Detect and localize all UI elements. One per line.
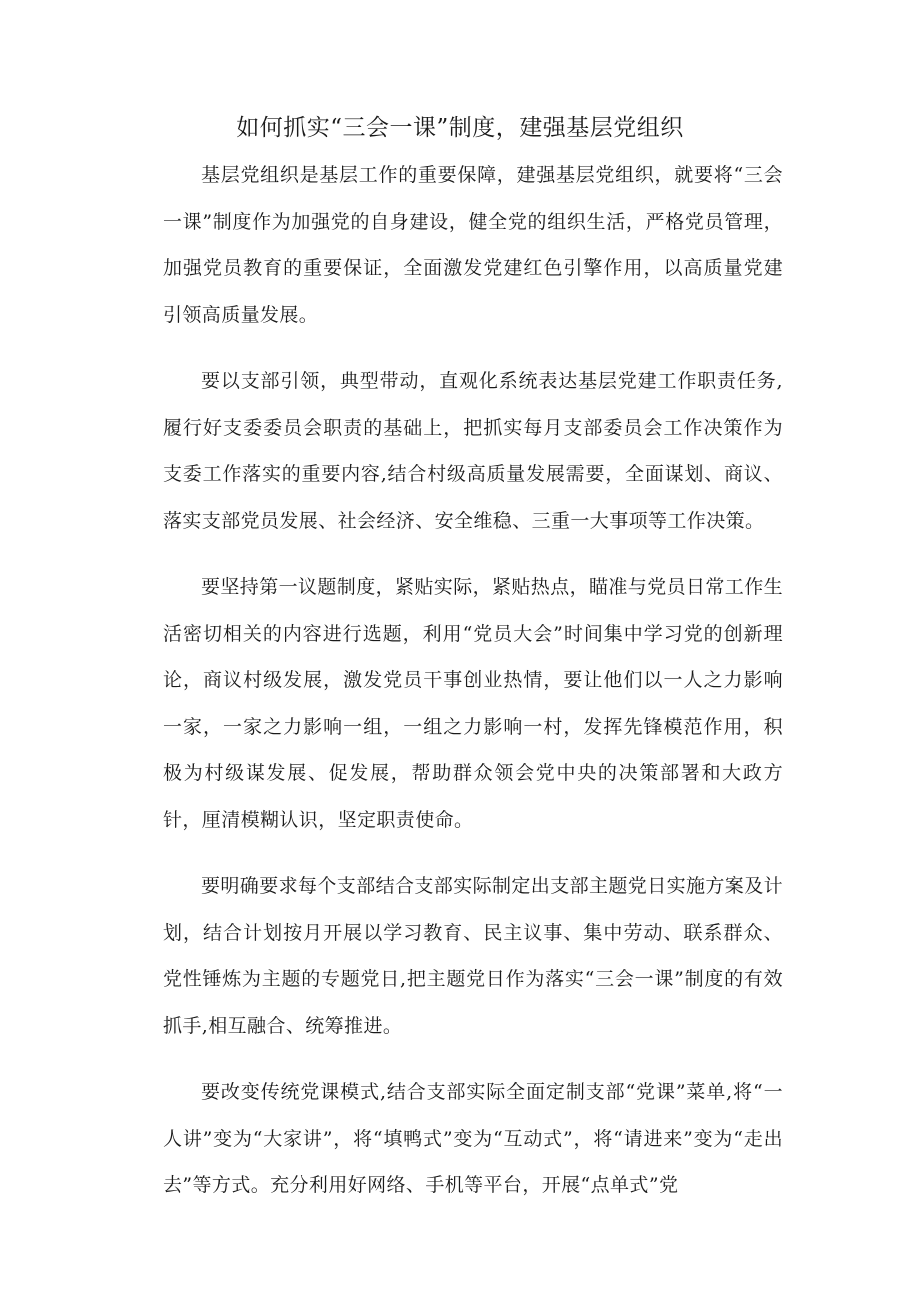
paragraph-1: 基层党组织是基层工作的重要保障，建强基层党组织，就要将“三会一课”制度作为加强党的自身建设，健全党的组织生活，严格党员管理，加强党员教育的重要保证，全面激发党建红色引擎作用，以高质量党建引领高质量发展。 xyxy=(163,164,783,326)
document-title: 如何抓实“三会一课”制度，建强基层党组织 xyxy=(236,115,684,141)
document-body xyxy=(163,152,783,1229)
paragraph-4: 要明确要求每个支部结合支部实际制定出支部主题党日实施方案及计划，结合计划按月开展以学习教育、民主议事、集中劳动、联系群众、党性锤炼为主题的专题党日,把主题党日作为落实“三会一课”制度的有效抓手,相互融合、统筹推进。 xyxy=(163,875,784,1037)
paragraph-5: 要改变传统党课模式,结合支部实际全面定制支部“党课”菜单,将“一人讲”变为“大家讲”，将“填鸭式”变为“互动式”，将“请进来”变为“走出去”等方式。充分利用好网络、手机等平台，开展“点单式”党 xyxy=(163,1081,783,1196)
paragraph-2: 要以支部引领，典型带动，直观化系统表达基层党建工作职责任务,履行好支委委员会职责的基础上，把抓实每月支部委员会工作决策作为支委工作落实的重要内容,结合村级高质量发展需要，全面谋划、商议、落实支部党员发展、社会经济、安全维稳、三重一大事项等工作决策。 xyxy=(163,370,783,532)
paragraph-3: 要坚持第一议题制度，紧贴实际，紧贴热点，瞄准与党员日常工作生活密切相关的内容进行选题，利用“党员大会”时间集中学习党的创新理论，商议村级发展，激发党员干事创业热情，要让他们以一人之力影响一家，一家之力影响一组，一组之力影响一村，发挥先锋模范作用，积极为村级谋发展、促发展，帮助群众领会党中央的决策部署和大政方针，厘清模糊认识，坚定职责使命。 xyxy=(163,576,784,831)
